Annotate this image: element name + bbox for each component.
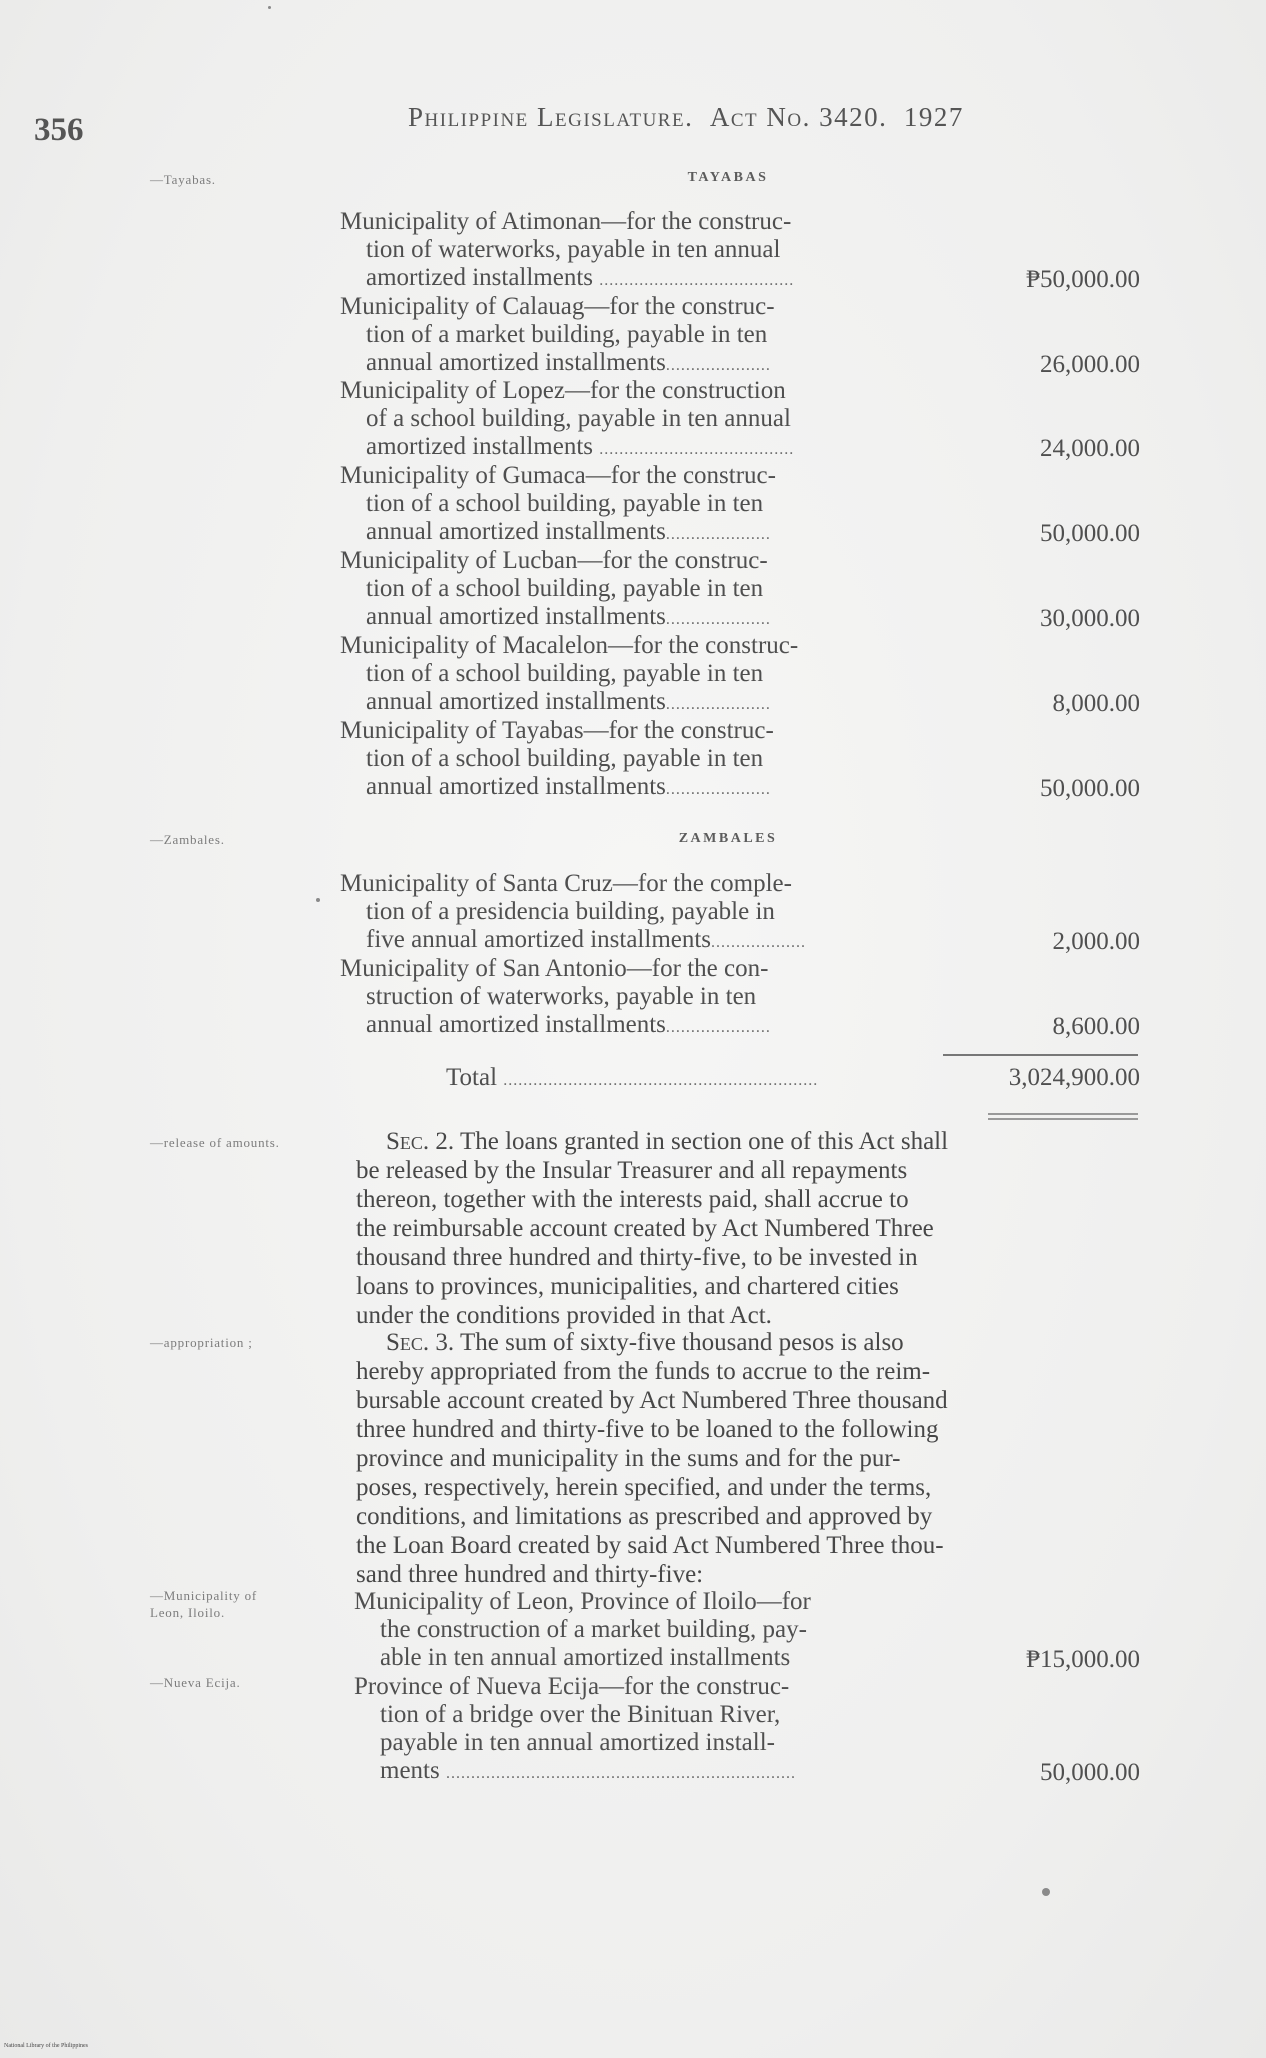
paragraph-line: the reimbursable account created by Act Numbered Three [356, 1215, 934, 1242]
marginal-note-nueva-ecija: —Nueva Ecija. [150, 1675, 241, 1690]
loan-entry [340, 293, 1140, 383]
loan-line: Municipality of Macalelon—for the construc- [340, 632, 799, 659]
loan-line: annual amortized installments [366, 349, 666, 376]
section-2-label: Sec. 2. [386, 1128, 455, 1155]
loan-description: Municipality of Atimonan—for the construc- tion of waterworks, payable in ten annual amortized installments ....................................... [340, 208, 940, 295]
loan-line: tion of a school building, payable in ten [366, 575, 764, 602]
loan-line: amortized installments [366, 433, 594, 460]
loan-description: Municipality of Santa Cruz—for the comple- tion of a presidencia building, payable in five annual amortized installments................... [340, 870, 940, 957]
loan-line: annual amortized installments [366, 1011, 666, 1038]
paragraph-line: three hundred and thirty-five to be loaned to the following [356, 1416, 939, 1443]
loan-entry [354, 1673, 1140, 1791]
loan-line: tion of a school building, payable in ten [366, 660, 764, 687]
loan-entry [340, 870, 1140, 960]
loan-line: annual amortized installments [366, 688, 666, 715]
section-3-label: Sec. 3. [386, 1329, 455, 1356]
loan-entry [340, 208, 1140, 298]
paragraph-line: sand three hundred and thirty-five: [356, 1561, 704, 1588]
running-head [408, 102, 964, 133]
loan-amount: 8,600.00 [1052, 1013, 1140, 1040]
section-heading-zambales: ZAMBALES [678, 831, 778, 846]
loan-entry [340, 955, 1140, 1045]
loan-line: amortized installments [366, 264, 594, 291]
total-double-rule [988, 1118, 1138, 1120]
loan-line: annual amortized installments [366, 773, 666, 800]
loan-description: Municipality of Tayabas—for the construc- tion of a school building, payable in ten annual amortized installments..................... [340, 717, 940, 804]
paragraph-line: The loans granted in section one of this Act shall [459, 1128, 949, 1155]
loan-description: Municipality of Lucban—for the construc- tion of a school building, payable in ten annual amortized installments..................... [340, 547, 940, 634]
loan-line: tion of a bridge over the Binituan River, [380, 1701, 781, 1728]
loan-line: annual amortized installments [366, 603, 666, 630]
loan-entry [340, 377, 1140, 467]
total-double-rule [988, 1113, 1138, 1115]
loan-amount: 26,000.00 [1040, 351, 1140, 378]
marginal-note-zambales: —Zambales. [150, 832, 225, 847]
loan-line: tion of waterworks, payable in ten annual [366, 236, 781, 263]
loan-line: of a school building, payable in ten annual [366, 405, 791, 432]
loan-line: Municipality of Calauag—for the construc- [340, 293, 775, 320]
section-3-paragraph [356, 1328, 1140, 1589]
section-2-paragraph [356, 1127, 1140, 1330]
section-heading-tayabas: TAYABAS [687, 170, 769, 185]
loan-line: payable in ten annual amortized install- [380, 1729, 775, 1756]
loan-amount: 50,000.00 [1040, 775, 1140, 802]
page-number: 356 [34, 112, 84, 148]
loan-line: tion of a school building, payable in ten [366, 745, 764, 772]
loan-amount: 8,000.00 [1052, 690, 1140, 717]
scan-speck [268, 6, 271, 9]
loan-line: Municipality of Lucban—for the construc- [340, 547, 768, 574]
loan-line: struction of waterworks, payable in ten [366, 983, 757, 1010]
loan-line: Municipality of San Antonio—for the con- [340, 955, 769, 982]
loan-line: Municipality of Tayabas—for the construc- [340, 717, 774, 744]
loan-line: tion of a market building, payable in ten [366, 321, 768, 348]
loan-amount: ₱15,000.00 [1026, 1646, 1140, 1673]
loan-line: annual amortized installments [366, 518, 666, 545]
marginal-note-tayabas: —Tayabas. [150, 172, 216, 187]
loan-entry [340, 462, 1140, 552]
loan-entry [340, 717, 1140, 807]
total-rule [943, 1054, 1138, 1056]
loan-line: Municipality of Gumaca—for the construc- [340, 462, 776, 489]
loan-amount: 50,000.00 [1040, 520, 1140, 547]
paragraph-line: The sum of sixty-five thousand pesos is also [459, 1329, 904, 1356]
loan-description: Municipality of Lopez—for the construction of a school building, payable in ten annual amortized installments ....................................... [340, 377, 940, 464]
paragraph-line: thousand three hundred and thirty-five, to be invested in [356, 1244, 918, 1271]
loan-amount: ₱50,000.00 [1026, 266, 1140, 293]
paragraph-line: hereby appropriated from the funds to accrue to the reim- [356, 1358, 931, 1385]
scan-speck [1042, 1888, 1050, 1896]
loan-line: ments [380, 1757, 440, 1784]
loan-line: the construction of a market building, pay- [380, 1616, 807, 1643]
loan-description [354, 1588, 954, 1672]
marginal-note-leon [150, 1587, 257, 1621]
total-row: Total ............................................................... 3,024,900.00 [446, 1064, 1140, 1091]
paragraph-line: province and municipality in the sums and for the pur- [356, 1445, 901, 1472]
paragraph-line: the Loan Board created by said Act Numbered Three thou- [356, 1532, 944, 1559]
loan-amount: 50,000.00 [1040, 1759, 1140, 1786]
loan-description: Municipality of San Antonio—for the con- struction of waterworks, payable in ten annual amortized installments..................... [340, 955, 940, 1042]
marginal-note-appropriation: —appropriation ; [150, 1335, 253, 1350]
running-head-year: 1927 [903, 102, 964, 132]
paragraph-line: poses, respectively, herein specified, and under the terms, [356, 1474, 932, 1501]
loan-amount: 30,000.00 [1040, 605, 1140, 632]
loan-line: Municipality of Leon, Province of Iloilo—for [354, 1588, 811, 1615]
loan-entry [354, 1588, 1140, 1678]
loan-line: five annual amortized installments [366, 926, 712, 953]
marginal-note-leon-line1: —Municipality of [150, 1588, 258, 1603]
loan-entry [340, 547, 1140, 637]
loan-amount: 2,000.00 [1052, 928, 1140, 955]
loan-line: tion of a school building, payable in ten [366, 490, 764, 517]
loan-line: Municipality of Lopez—for the construction [340, 377, 786, 404]
loan-line: Province of Nueva Ecija—for the construc- [354, 1673, 790, 1700]
running-head-act: Act No. 3420. [709, 102, 888, 132]
paragraph-line: loans to provinces, municipalities, and chartered cities [356, 1273, 899, 1300]
scan-speck [316, 898, 320, 902]
paragraph-line: conditions, and limitations as prescribed and approved by [356, 1503, 933, 1530]
paragraph-line: thereon, together with the interests paid, shall accrue to [356, 1186, 909, 1213]
loan-entry [340, 632, 1140, 722]
loan-description: Province of Nueva Ecija—for the construc- tion of a bridge over the Binituan River, payable in ten annual amortized install- ments ...................................................................... [354, 1673, 954, 1788]
footer-note: National Library of the Philippines [4, 2043, 88, 2049]
loan-line: Municipality of Atimonan—for the construc- [340, 208, 792, 235]
running-head-title: Philippine Legislature. [408, 102, 694, 132]
loan-description: Municipality of Calauag—for the construc- tion of a market building, payable in ten annual amortized installments..................... [340, 293, 940, 380]
paragraph-line: under the conditions provided in that Act. [356, 1302, 772, 1329]
loan-line: Municipality of Santa Cruz—for the comple- [340, 870, 792, 897]
total-label: Total [446, 1064, 498, 1091]
loan-amount: 24,000.00 [1040, 435, 1140, 462]
total-amount: 3,024,900.00 [1008, 1064, 1140, 1091]
paragraph-line: be released by the Insular Treasurer and all repayments [356, 1157, 908, 1184]
loan-line: tion of a presidencia building, payable in [366, 898, 775, 925]
paragraph-line: bursable account created by Act Numbered Three thousand [356, 1387, 948, 1414]
marginal-note-leon-line2: Leon, Iloilo. [150, 1605, 226, 1620]
marginal-note-release: —release of amounts. [150, 1135, 280, 1150]
loan-description: Municipality of Macalelon—for the construc- tion of a school building, payable in ten annual amortized installments..................... [340, 632, 940, 719]
loan-description: Municipality of Gumaca—for the construc- tion of a school building, payable in ten annual amortized installments..................... [340, 462, 940, 549]
loan-line: able in ten annual amortized installments [380, 1644, 791, 1671]
